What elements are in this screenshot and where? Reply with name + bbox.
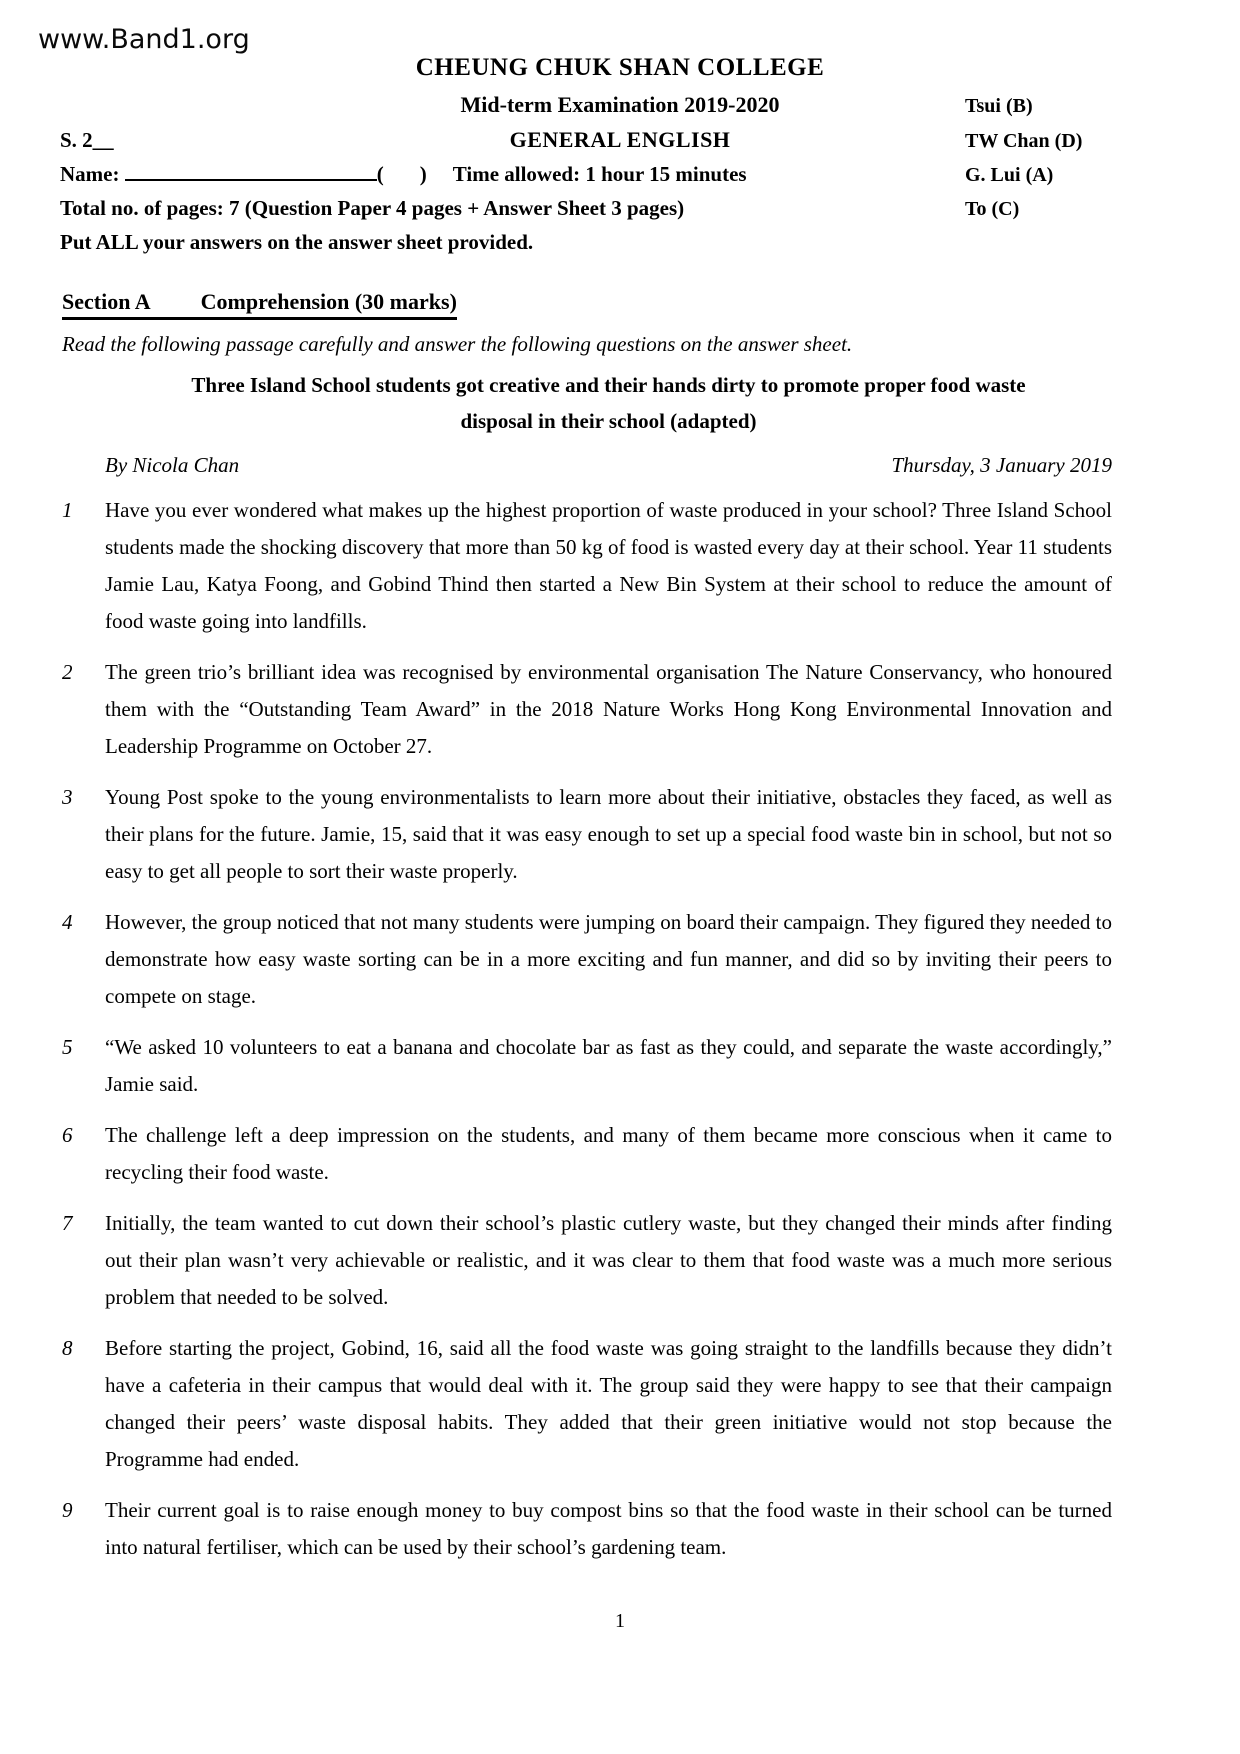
college-name: CHEUNG CHUK SHAN COLLEGE xyxy=(415,54,825,81)
paragraph-text: Their current goal is to raise enough money to buy compost bins so that the food waste in their school can be turned into natural fertiliser, which can be used by their school’s gardening team. xyxy=(105,1498,1112,1559)
name-line xyxy=(60,162,965,187)
name-label: Name: xyxy=(60,162,120,186)
paragraph-number: 3 xyxy=(62,785,73,809)
section-a-heading xyxy=(62,289,457,320)
total-pages: Total no. of pages: 7 (Question Paper 4 pages + Answer Sheet 3 pages) xyxy=(60,196,685,220)
passage-paragraph xyxy=(62,654,1112,765)
section-a xyxy=(62,289,1180,357)
header-row-pages xyxy=(60,196,1180,221)
paragraph-number: 6 xyxy=(62,1123,73,1147)
teacher-name: G. Lui (A) xyxy=(965,164,1054,186)
paragraph-number: 4 xyxy=(62,910,73,934)
header-row-class xyxy=(60,127,1180,153)
paragraph-number: 1 xyxy=(62,498,73,522)
teacher-name: To (C) xyxy=(965,198,1020,220)
passage-paragraph xyxy=(62,1492,1112,1566)
header-row-name xyxy=(60,162,1180,187)
paragraph-text: Before starting the project, Gobind, 16, said all the food waste was going straight to the landfills because they didn’t have a cafeteria in their campus that would deal with it. The group said they were happy to see that their campaign changed their peers’ waste disposal habits. They added that their green initiative would not stop because the Programme had ended. xyxy=(105,1336,1112,1471)
byline-row xyxy=(105,453,1112,478)
exam-header xyxy=(60,54,1180,221)
time-allowed: Time allowed: 1 hour 15 minutes xyxy=(452,162,747,186)
passage-paragraph xyxy=(62,1029,1112,1103)
site-watermark: www.Band1.org xyxy=(38,24,250,55)
paragraph-text: Initially, the team wanted to cut down their school’s plastic cutlery waste, but they changed their minds after finding out their plan wasn’t very achievable or realistic, and it was clear to them that food waste was a much more serious problem that needed to be solved. xyxy=(105,1211,1112,1309)
passage-paragraph xyxy=(62,1117,1112,1191)
passage-byline: By Nicola Chan xyxy=(105,453,240,477)
paragraph-text: The challenge left a deep impression on the students, and many of them became more conscious when it came to recycling their food waste. xyxy=(105,1123,1112,1184)
header-row-exam xyxy=(60,92,1180,118)
paragraph-number: 5 xyxy=(62,1035,73,1059)
class-label: S. 2__ xyxy=(60,128,114,152)
reading-passage xyxy=(62,367,1112,1566)
teacher-name: TW Chan (D) xyxy=(965,130,1083,152)
passage-title-line2: disposal in their school (adapted) xyxy=(460,409,757,433)
close-paren: ) xyxy=(419,162,427,186)
teacher-name: Tsui (B) xyxy=(965,95,1033,117)
section-a-title: Comprehension (30 marks) xyxy=(200,289,457,314)
paragraph-text: “We asked 10 volunteers to eat a banana and chocolate bar as fast as they could, and separate the waste accordingly,” Jamie said. xyxy=(105,1035,1112,1096)
passage-date: Thursday, 3 January 2019 xyxy=(891,453,1112,477)
section-a-label: Section A xyxy=(62,289,151,314)
paragraph-text: The green trio’s brilliant idea was recognised by environmental organisation The Nature Conservancy, who honoured them with the “Outstanding Team Award” in the 2018 Nature Works Hong Kong Environmental Innovation and Leadership Programme on October 27. xyxy=(105,660,1112,758)
paragraph-text: Young Post spoke to the young environmentalists to learn more about their initiative, obstacles they faced, as well as their plans for the future. Jamie, 15, said that it was easy enough to set up a special food waste bin in school, but not so easy to get all people to sort their waste properly. xyxy=(105,785,1112,883)
paragraph-text: Have you ever wondered what makes up the highest proportion of waste produced in your school? Three Island School students made the shocking discovery that more than 50 kg of food is wasted every day at their school. Year 11 students Jamie Lau, Katya Foong, and Gobind Thind then started a New Bin System at their school to reduce the amount of food waste going into landfills. xyxy=(105,498,1112,633)
paragraph-number: 7 xyxy=(62,1211,73,1235)
exam-title: Mid-term Examination 2019-2020 xyxy=(460,92,780,117)
subject-title: GENERAL ENGLISH xyxy=(509,127,731,152)
answer-sheet-instruction: Put ALL your answers on the answer sheet provided. xyxy=(60,230,534,254)
paragraph-number: 8 xyxy=(62,1336,73,1360)
passage-paragraph xyxy=(62,1205,1112,1316)
section-a-instruction: Read the following passage carefully and answer the following questions on the answer sheet. xyxy=(62,332,853,356)
passage-title xyxy=(105,367,1112,439)
paragraph-number: 9 xyxy=(62,1498,73,1522)
paragraph-number: 2 xyxy=(62,660,73,684)
passage-paragraph xyxy=(62,779,1112,890)
passage-title-line1: Three Island School students got creative and their hands dirty to promote proper food waste xyxy=(191,373,1026,397)
name-blank-underline xyxy=(125,179,377,181)
open-paren: ( xyxy=(376,162,384,186)
paragraph-text: However, the group noticed that not many students were jumping on board their campaign. They figured they needed to demonstrate how easy waste sorting can be in a more exciting and fun manner, and did so by inviting their peers to compete on stage. xyxy=(105,910,1112,1008)
passage-paragraph xyxy=(62,904,1112,1015)
passage-paragraph xyxy=(62,492,1112,640)
passage-paragraph xyxy=(62,1330,1112,1478)
page-number: 1 xyxy=(615,1610,625,1632)
